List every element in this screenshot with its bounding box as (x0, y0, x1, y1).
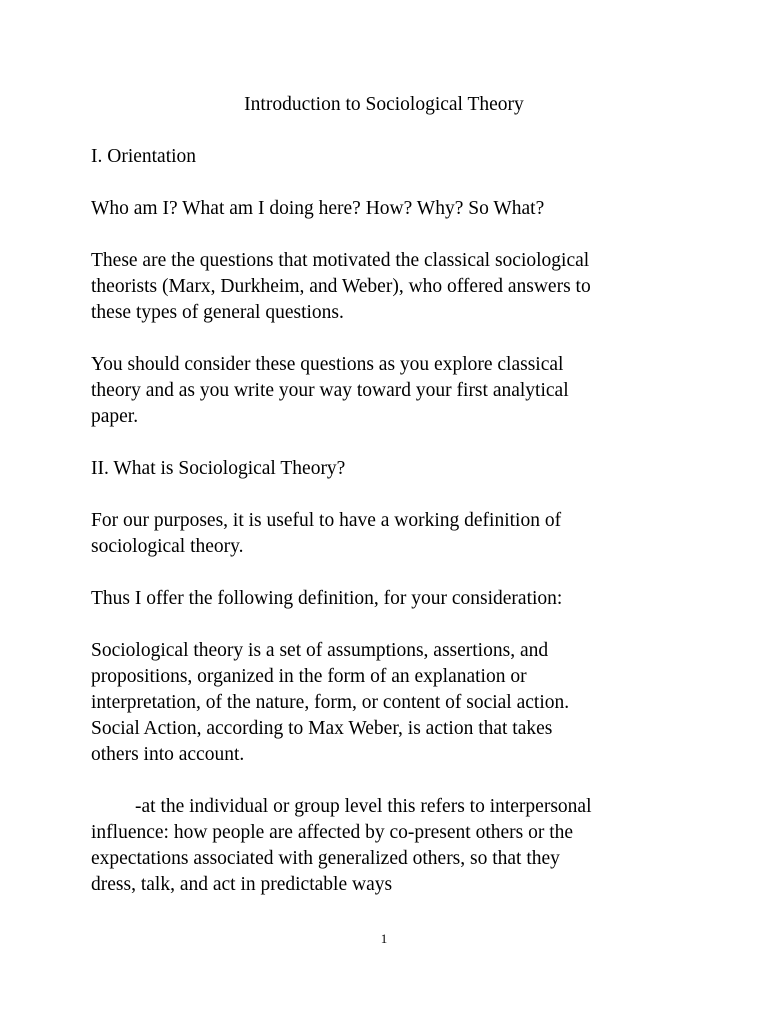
document-title: Introduction to Sociological Theory (244, 94, 524, 115)
paragraph-line: theorists (Marx, Durkheim, and Weber), who offered answers to (91, 276, 591, 297)
orientation-questions: Who am I? What am I doing here? How? Why? So What? (91, 198, 545, 219)
paragraph-line: paper. (91, 406, 139, 427)
paragraph-line: sociological theory. (91, 536, 244, 557)
paragraph-line: -at the individual or group level this refers to interpersonal (135, 796, 592, 817)
paragraph-line: Social Action, according to Max Weber, is action that takes (91, 718, 553, 739)
paragraph-line: For our purposes, it is useful to have a working definition of (91, 510, 562, 531)
paragraph-line: dress, talk, and act in predictable ways (91, 874, 393, 895)
paragraph-line: others into account. (91, 744, 245, 765)
paragraph-working-definition (91, 508, 691, 560)
paragraph-line: You should consider these questions as you explore classical (91, 354, 564, 375)
paragraph-line: These are the questions that motivated the classical sociological (91, 250, 590, 271)
paragraph-line: these types of general questions. (91, 302, 344, 323)
paragraph-offer-definition: Thus I offer the following definition, for your consideration: (91, 588, 563, 609)
paragraph-individual-level (91, 794, 691, 898)
paragraph-line: interpretation, of the nature, form, or content of social action. (91, 692, 570, 713)
page-number: 1 (380, 931, 388, 946)
paragraph-classical-theorists (91, 248, 691, 326)
paragraph-line: expectations associated with generalized others, so that they (91, 848, 560, 869)
section-heading-orientation: I. Orientation (91, 146, 197, 167)
paragraph-line: theory and as you write your way toward your first analytical (91, 380, 569, 401)
paragraph-consider-questions (91, 352, 691, 430)
paragraph-line: Sociological theory is a set of assumptions, assertions, and (91, 640, 549, 661)
paragraph-line: influence: how people are affected by co-present others or the (91, 822, 574, 843)
paragraph-line: propositions, organized in the form of an explanation or (91, 666, 527, 687)
section-heading-what-is-theory: II. What is Sociological Theory? (91, 458, 346, 479)
paragraph-definition (91, 638, 691, 768)
